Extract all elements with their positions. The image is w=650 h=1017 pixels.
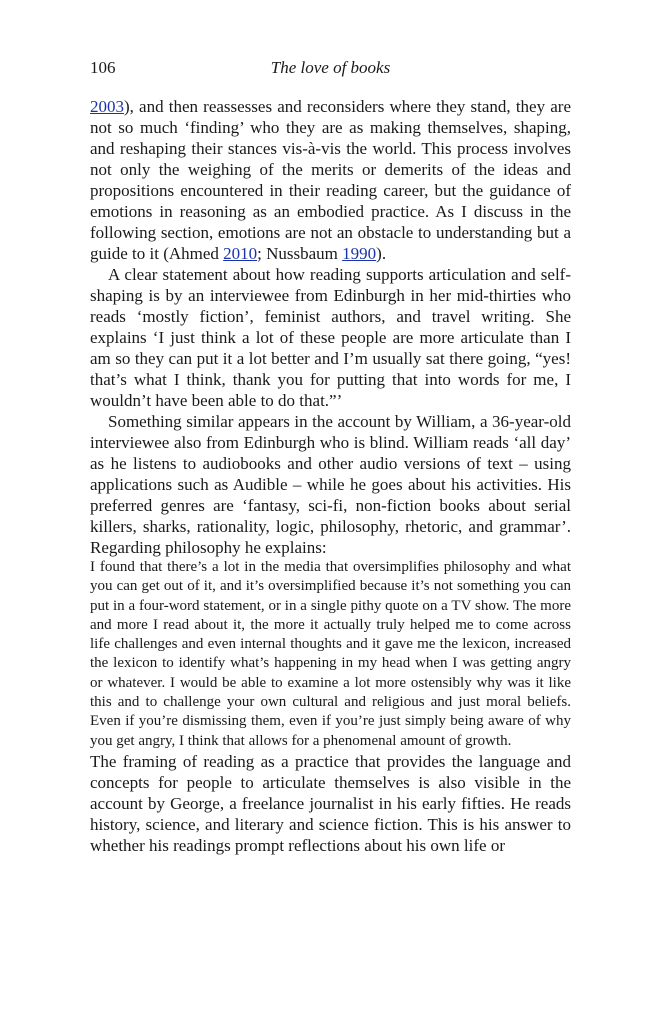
paragraph-1-text-c: ). [376,244,387,263]
paragraph-2: A clear statement about how reading supports articulation and self-shaping is by an interviewee from Edinburgh in her mid-thirties who reads ‘mostly fiction’, feminist authors, and travel writing. She explains ‘I just think a lot of these people are more articulate than I am so they can put it a lot better and I’m usually sat there going, “yes! that’s what I think, thank you for putting that into words for me, I wouldn’t have been able to do that.”’ [90,265,571,410]
citation-link-nussbaum-1990[interactable]: 1990 [342,244,377,263]
paragraph-3: Something similar appears in the account by William, a 36-year-old interviewee also from Edinburgh who is blind. William reads ‘all day’ as he listens to audiobooks and other audio versions of text – using applications such as Audible – while he goes about his activities. His preferred genres are ‘fantasy, sci-fi, non-fiction books about serial killers, sharks, rationality, logic, philosophy, rhetoric, and grammar’. Regarding philosophy he explains: [90,412,571,557]
paragraph-1-text-a: ), and then reassesses and reconsiders where they stand, they are not so much ‘finding’ who they are as making themselves, shaping, and reshaping their stances vis-à-vis the world. This process involves not only the weighing of the merits or demerits of the ideas and propositions encountered in their reading career, but the guidance of emotions in reasoning as an embodied practice. As I discuss in the following section, emotions are not an obstacle to understanding but a guide to it (Ahmed [90,97,571,263]
running-title: The love of books [270,58,391,77]
page-number: 106 [90,58,116,77]
block-quote: I found that there’s a lot in the media that oversimplifies philosophy and what you can get out of it, and it’s oversimplified because it’s not something you can put in a four-word statement, or in a single pithy quote on a TV show. The more and more I read about it, the more it actually truly helped me to come across life challenges and even internal thoughts and it gave me the lexicon, increased the lexicon to identify what’s happening in my head when I was getting angry or whatever. I would be able to examine a lot more ostensibly why was it like this and to challenge your own cultural and religious and just moral beliefs. Even if you’re dismissing them, even if you’re just simply being aware of why you get angry, I think that allows for a phenomenal amount of growth. [90,559,571,749]
paragraph-4: The framing of reading as a practice that provides the language and concepts for people to articulate themselves is also visible in the account by George, a freelance journalist in his early fifties. He reads history, science, and literary and science fiction. This is his answer to whether his readings prompt reflections about his own life or [90,751,571,855]
paragraph-1-text-b: ; Nussbaum [257,244,343,263]
paragraph-1 [90,96,571,264]
book-page [90,52,571,856]
citation-link-2003[interactable]: 2003 [90,97,124,116]
body-text [90,96,571,856]
citation-link-ahmed-2010[interactable]: 2010 [223,244,258,263]
running-head [90,52,571,80]
